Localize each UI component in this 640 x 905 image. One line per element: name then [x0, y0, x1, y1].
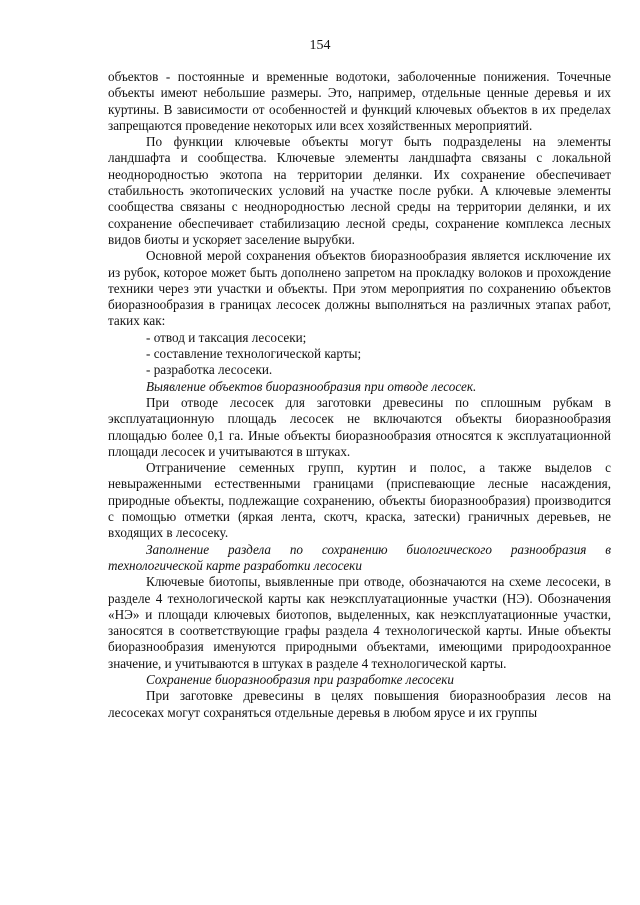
- page-number: 154: [309, 38, 331, 53]
- page-content: [108, 69, 611, 721]
- list-item-tech-map: - составление технологической карты;: [146, 346, 362, 362]
- section-heading-detection: Выявление объектов биоразнообразия при отводе лесосек.: [146, 378, 477, 394]
- list-item-allotment: - отвод и таксация лесосеки;: [146, 329, 307, 345]
- section-heading-tech-map: Заполнение раздела по сохранению биологического разнообразия в технологической карте разработки лесосеки: [108, 541, 611, 573]
- paragraph-harvesting: При заготовке древесины в целях повышения биоразнообразия лесов на лесосеках могут сохраняться отдельные деревья в любом ярусе и их группы: [108, 688, 611, 720]
- paragraph-key-objects-functions: По функции ключевые объекты могут быть подразделены на элементы ландшафта и сообщества. Ключевые элементы ландшафта связаны с локальной неоднородностью экотопа на территории делянки. Их сохранение обеспечивает стабильность экотопических условий на участке после рубки. А ключевые элементы сообщества связаны с неоднородностью лесной среды на территории делянки, и их сохранение обеспечивает стабилизацию лесной среды, сохранение комплекса лесных видов биоты и ускоряет заселение вырубки.: [108, 134, 611, 247]
- list-item-development: - разработка лесосеки.: [146, 362, 273, 378]
- paragraph-main-measure: Основной мерой сохранения объектов биоразнообразия является исключение их из рубок, которое может быть дополнено запретом на прокладку волоков и прохождение техники через эти участки и объекты. При этом мероприятия по сохранению объектов биоразнообразия в границах лесосек должны выполняться на различных этапах работ, таких как:: [108, 248, 611, 329]
- paragraph-key-biotopes: Ключевые биотопы, выявленные при отводе, обозначаются на схеме лесосеки, в разделе 4 технологической карты как неэксплуатационные участки (НЭ). Обозначения «НЭ» и площади ключевых биотопов, выделенных, как неэксплуатационные участки, заносятся в соответствующие графы раздела 4 технологической карты. Иные объекты биоразнообразия именуются природными объектами, имеющими природоохранное значение, и учитываются в штуках в разделе 4 технологической карты.: [108, 574, 611, 671]
- section-heading-preservation: Сохранение биоразнообразия при разработке лесосеки: [146, 671, 454, 687]
- paragraph-key-objects-types: объектов - постоянные и временные водотоки, заболоченные понижения. Точечные объекты имеют небольшие размеры. Это, например, отдельные ценные деревья и их куртины. В зависимости от особенностей и функций ключевых объектов в их пределах запрещаются проведение некоторых или всех хозяйственных мероприятий.: [108, 69, 611, 133]
- paragraph-delimitation: Отграничение семенных групп, куртин и полос, а также выделов с невыраженными естественными границами (приспевающие лесные насаждения, природные объекты, подлежащие сохранению, объекты биоразнообразия) производится с помощью отметки (яркая лента, скотч, краска, затески) граничных деревьев, не входящих в лесосеку.: [108, 460, 611, 541]
- paragraph-allotment: При отводе лесосек для заготовки древесины по сплошным рубкам в эксплуатационную площадь лесосек не включаются объекты биоразнообразия площадью более 0,1 га. Иные объекты биоразнообразия относятся к эксплуатационной площади лесосек и учитываются в штуках.: [108, 394, 611, 459]
